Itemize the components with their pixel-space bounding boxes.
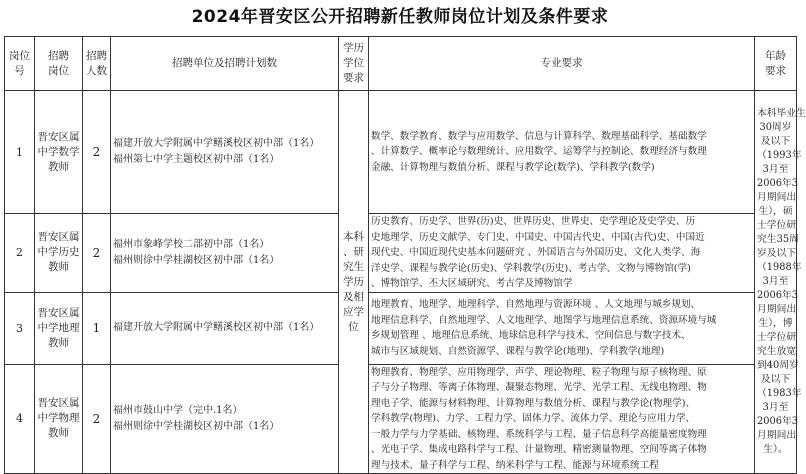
age-cell: 本科毕业生 30周岁 及以下 （1993年 3月至 2006年3 月期间出 生），硕 士学位研 究生35周 岁及以下 （1988年 3月至 2006年3 月期间出 生），博 士学位研 究生放宽 到40周岁 及以下 （1983年 3月至 2006年3 月期间出 生）。 bbox=[755, 91, 797, 474]
count-cell: 2 bbox=[83, 91, 111, 214]
count-cell: 2 bbox=[83, 364, 111, 474]
recruitment-table bbox=[4, 36, 806, 474]
header-education: 学历 学位 要求 bbox=[339, 37, 369, 91]
count-cell: 2 bbox=[83, 214, 111, 293]
header-position-no: 岗位 号 bbox=[5, 37, 35, 91]
header-count: 招聘 人数 bbox=[83, 37, 111, 91]
header-position: 招聘 岗位 bbox=[35, 37, 83, 91]
count-cell: 1 bbox=[83, 292, 111, 364]
header-major: 专业要求 bbox=[369, 37, 755, 91]
unit-cell: 福州市象峰学校二部初中部（1名） 福州则徐中学桂湖校区初中部（1名） bbox=[111, 214, 339, 293]
position-no-cell: 3 bbox=[5, 292, 35, 364]
table-row bbox=[5, 91, 797, 214]
position-cell: 晋安区属 中学数学 教师 bbox=[35, 91, 83, 214]
unit-cell: 福建开放大学附属中学鳝溪校区初中部（1名） 福州第七中学主题校区初中部（1名） bbox=[111, 91, 339, 214]
unit-cell: 福州市鼓山中学（完中.1名） 福州则徐中学桂湖校区初中部（1名） bbox=[111, 364, 339, 474]
major-cell: 历史教育、历史学、世界(历)史、世界历史、世界史、史学理论及史学史、历 史地理学、历史文献学、专门史、中国史、中国古代史、中国(古代)史、中国近 现代史、中国近现代史基本问题研究 、外国语言与外国历史、文化人类学、海 洋史学、课程与教学论(历史)、学科教学(历史)、考古学、文物与博物馆(学) 、博物馆学、丕大区域研究、考古学及博物馆学 bbox=[369, 214, 755, 293]
position-no-cell: 4 bbox=[5, 364, 35, 474]
major-cell: 数学、数学教育、数学与应用数学、信息与计算科学、数理基础科学、基础数学 、计算数学、概率论与数理统计、应用数学、运筹学与控制论、数理经济与数理 金融、计算物理与数值分析、课程与教学论(数学)、学科教学(数学) bbox=[369, 91, 755, 214]
position-cell: 晋安区属 中学物理 教师 bbox=[35, 364, 83, 474]
major-cell: 物理教育、物理学、应用物理学、声学、理论物理、粒子物理与原子核物理、原 子与分子物理、等离子体物理、凝聚态物理、光学、光学工程、无线电物理、物 理电子学、能源与材料物理、计算物理与数值分析、课程与教学论(物理学)、 学科教学(物理)、力学、工程力学、固体力学、流体力学、理论与应用力学、 一般力学与力学基础、核物理、系统科学与工程、量子信息科学高能量密度物理 、光电子学、集成电路科学与工程、计量物理、精密测量物理、空间等离子体物 理与技术、量子科学与工程、纳米科学与工程、能源与环境系统工程 bbox=[369, 364, 755, 474]
table-row bbox=[5, 292, 797, 364]
table-row bbox=[5, 364, 797, 474]
header-age: 年龄 要求 bbox=[755, 37, 797, 91]
header-row bbox=[5, 37, 797, 91]
major-cell: 地理教育、地理学、地理科学、自然地理与资源环境 、人文地理与城乡规划、 地理信息科学、自然地理学、人文地理学、地图学与地理信息系统、资源环境与城 乡规划管理 、地理信息系统、地球信息科学与技术、空间信息与数字技术、 城市与区域规划、自然资源学、课程与教学论(地理)、学科教学(地理) bbox=[369, 292, 755, 364]
document-title: 2024年晋安区公开招聘新任教师岗位计划及条件要求 bbox=[191, 7, 609, 27]
position-cell: 晋安区属 中学地理 教师 bbox=[35, 292, 83, 364]
unit-cell: 福建开放大学附属中学鳝溪校区初中部（1名） bbox=[111, 292, 339, 364]
header-unit: 招聘单位及招聘计划数 bbox=[111, 37, 339, 91]
position-no-cell: 1 bbox=[5, 91, 35, 214]
position-no-cell: 2 bbox=[5, 214, 35, 293]
education-cell: 本科 、研 究生 学历 及相 应学 位 bbox=[339, 91, 369, 474]
table-row bbox=[5, 214, 797, 293]
position-cell: 晋安区属 中学历史 教师 bbox=[35, 214, 83, 293]
